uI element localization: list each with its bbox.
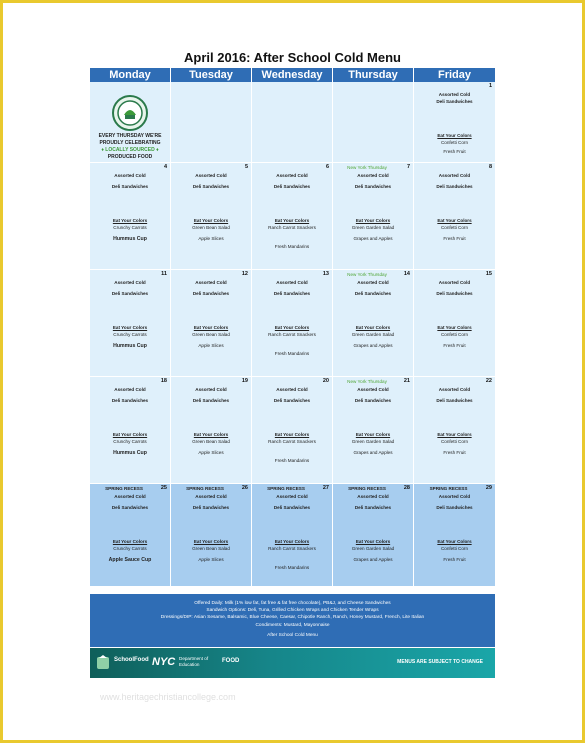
- menu-item: Assorted Cold: [276, 494, 308, 499]
- day-number: 4: [163, 164, 167, 170]
- menu-item: Assorted Cold: [276, 387, 308, 392]
- day-number: 21: [403, 378, 410, 384]
- day-number: 14: [403, 271, 410, 277]
- day-cell: [333, 484, 414, 587]
- menu-item: Confetti Corn: [440, 140, 469, 145]
- menu-item: Deli Sandwiches: [111, 505, 149, 510]
- menu-item: Green Garden Salad: [351, 332, 395, 337]
- spring-recess-label: SPRING RECESS: [186, 486, 224, 491]
- day-cell: [414, 377, 495, 484]
- new-york-thursday-label: New York Thursday: [347, 165, 387, 170]
- menu-item: Deli Sandwiches: [192, 398, 230, 403]
- schoolfood-logo: [96, 654, 110, 675]
- nyc-thursdays-logo: [112, 95, 148, 131]
- header-wednesday: Wednesday: [252, 68, 333, 82]
- menu-item: Deli Sandwiches: [111, 398, 149, 403]
- menu-item: Assorted Cold: [114, 280, 146, 285]
- menu-item: Apple Slices: [198, 557, 224, 562]
- doe-line1: Department of: [179, 656, 209, 661]
- menu-item: Eat Your Colors: [274, 325, 310, 330]
- menu-item: Crunchy Carrots: [113, 225, 147, 230]
- menu-item: Deli Sandwiches: [436, 505, 473, 510]
- day-cell: [171, 484, 252, 587]
- day-cell: [252, 270, 333, 377]
- day-cell: [171, 270, 252, 377]
- day-number: 20: [322, 378, 329, 384]
- menu-item: Assorted Cold: [195, 494, 227, 499]
- menu-item: Deli Sandwiches: [192, 184, 230, 189]
- day-cell: [90, 484, 171, 587]
- menu-item: Assorted Cold: [276, 280, 308, 285]
- menu-item: Assorted Cold: [438, 92, 471, 97]
- header-tuesday: Tuesday: [171, 68, 252, 82]
- weeks-container: [90, 163, 495, 587]
- day-number: 18: [160, 378, 167, 384]
- menu-item: Green Garden Salad: [351, 225, 395, 230]
- menu-item: Eat Your Colors: [112, 325, 148, 330]
- footer-line: After School Cold Menu: [267, 632, 318, 638]
- menu-item: Eat Your Colors: [437, 325, 472, 330]
- day-number: 25: [160, 485, 167, 491]
- menu-item: Deli Sandwiches: [111, 184, 149, 189]
- menu-item: Assorted Cold: [195, 173, 227, 178]
- day-cell: [414, 270, 495, 377]
- day-cell: [333, 377, 414, 484]
- day-number: 15: [485, 271, 492, 277]
- week-row: [90, 163, 495, 270]
- promo-text: EVERY THURSDAY WE'RE PROUDLY CELEBRATING ♦ LOCALLY SOURCED ♦ PRODUCED FOOD: [98, 133, 162, 160]
- menu-item: Ranch Carrot Snackers: [268, 439, 316, 444]
- day-cell: [90, 163, 171, 270]
- menu-item: Assorted Cold: [195, 280, 227, 285]
- menu-item: Deli Sandwiches: [354, 505, 392, 510]
- menu-item: Fresh Mandarins: [274, 351, 310, 356]
- day-cell: [414, 484, 495, 587]
- sponsor-banner: [90, 648, 495, 678]
- day-number: 27: [322, 485, 329, 491]
- menu-item: Green Bean Salad: [192, 546, 230, 551]
- day-number: 1: [488, 83, 492, 89]
- week-row: [90, 377, 495, 484]
- menu-item: Deli Sandwiches: [436, 99, 473, 104]
- day-cell: [90, 270, 171, 377]
- menu-item: Fresh Mandarins: [274, 244, 310, 249]
- menu-item: Green Garden Salad: [351, 439, 395, 444]
- menu-item: Eat Your Colors: [193, 218, 229, 223]
- menu-item: Fresh Mandarins: [274, 458, 310, 463]
- new-york-thursday-label: New York Thursday: [347, 272, 387, 277]
- day-cell: [414, 163, 495, 270]
- menu-item: Confetti Corn: [440, 225, 469, 230]
- day-number: 13: [322, 271, 329, 277]
- day-cell: [333, 163, 414, 270]
- menu-item: Deli Sandwiches: [436, 184, 473, 189]
- menu-item: Assorted Cold: [276, 173, 308, 178]
- spring-recess-label: SPRING RECESS: [429, 486, 468, 491]
- menu-item: Crunchy Carrots: [113, 332, 147, 337]
- menu-item: Eat Your Colors: [437, 539, 472, 544]
- empty-day-cell: [333, 82, 414, 163]
- menu-item: Assorted Cold: [438, 387, 471, 392]
- menus-subject-to-change: MENUS ARE SUBJECT TO CHANGE: [397, 659, 483, 665]
- day-number: 22: [485, 378, 492, 384]
- menu-item: Eat Your Colors: [274, 432, 310, 437]
- day-cell: [252, 484, 333, 587]
- menu-item: Hummus Cup: [113, 450, 147, 456]
- week-row: [90, 484, 495, 587]
- menu-item: Fresh Fruit: [443, 149, 466, 154]
- menu-item: Deli Sandwiches: [111, 291, 149, 296]
- menu-item: Deli Sandwiches: [273, 398, 311, 403]
- menu-item: Apple Sauce Cup: [108, 557, 152, 563]
- day-cell: [171, 163, 252, 270]
- menu-item: Eat Your Colors: [193, 539, 229, 544]
- menu-item: Grapes and Apples: [353, 450, 393, 455]
- menu-item: Apple Slices: [198, 236, 224, 241]
- watermark-text: www.heritagechristiancollege.com: [100, 692, 236, 702]
- menu-item: Crunchy Carrots: [113, 439, 147, 444]
- day-cell: [414, 82, 495, 163]
- menu-item: Deli Sandwiches: [192, 291, 230, 296]
- menu-item: Fresh Fruit: [443, 236, 466, 241]
- menu-item: Assorted Cold: [114, 387, 146, 392]
- nyc-logo: NYC: [152, 656, 176, 668]
- weekday-header: [90, 68, 495, 82]
- schoolfood-label: SchoolFood: [114, 657, 149, 663]
- day-number: 8: [488, 164, 492, 170]
- menu-item: Ranch Carrot Snackers: [268, 332, 316, 337]
- menu-item: Eat Your Colors: [437, 218, 472, 223]
- menu-item: Eat Your Colors: [437, 133, 472, 138]
- menu-item: Confetti Corn: [440, 332, 469, 337]
- menu-item: Deli Sandwiches: [436, 398, 473, 403]
- menu-item: Eat Your Colors: [274, 539, 310, 544]
- menu-item: Assorted Cold: [114, 494, 146, 499]
- menu-item: Green Bean Salad: [192, 225, 230, 230]
- menu-item: Apple Slices: [198, 450, 224, 455]
- menu-item: Assorted Cold: [438, 280, 471, 285]
- menu-item: Assorted Cold: [357, 173, 389, 178]
- day-cell: [90, 377, 171, 484]
- menu-item: Eat Your Colors: [437, 432, 472, 437]
- menu-item: Fresh Fruit: [443, 343, 466, 348]
- day-number: 7: [406, 164, 410, 170]
- menu-item: Eat Your Colors: [355, 539, 391, 544]
- footer-line: Dressings/DIP: Asian Sesame, Balsamic, Blue Cheese, Caesar, Chipotle Ranch, Ranch, Honey Mustard, French, Lite Italian: [160, 615, 425, 621]
- menu-item: Assorted Cold: [438, 494, 471, 499]
- new-york-thursday-label: New York Thursday: [347, 379, 387, 384]
- week-row: [90, 82, 495, 163]
- menu-item: Eat Your Colors: [355, 218, 391, 223]
- menu-item: Ranch Carrot Snackers: [268, 546, 316, 551]
- footer-line: Sandwich Options: Deli, Tuna, Grilled Chicken Wraps and Chicken Tender Wraps: [206, 608, 379, 614]
- promo-cell: [90, 82, 171, 163]
- day-cell: [333, 270, 414, 377]
- menu-item: Assorted Cold: [114, 173, 146, 178]
- menu-calendar: [90, 68, 495, 587]
- menu-item: Hummus Cup: [113, 236, 147, 242]
- menu-item: Deli Sandwiches: [273, 291, 311, 296]
- menu-footer: [90, 594, 495, 647]
- empty-day-cell: [171, 82, 252, 163]
- header-friday: Friday: [437, 69, 471, 81]
- menu-item: Hummus Cup: [113, 343, 147, 349]
- menu-item: Fresh Fruit: [443, 450, 466, 455]
- day-number: 5: [244, 164, 248, 170]
- menu-item: Deli Sandwiches: [273, 184, 311, 189]
- menu-item: Assorted Cold: [438, 173, 471, 178]
- menu-item: Deli Sandwiches: [354, 291, 392, 296]
- menu-item: Confetti Corn: [440, 439, 469, 444]
- menu-item: Assorted Cold: [357, 494, 389, 499]
- doe-line2: Education: [179, 662, 200, 667]
- menu-item: Deli Sandwiches: [436, 291, 473, 296]
- footer-line: Condiments: Mustard, Mayonnaise: [255, 622, 330, 628]
- day-number: 19: [241, 378, 248, 384]
- day-cell: [252, 163, 333, 270]
- menu-item: Deli Sandwiches: [273, 505, 311, 510]
- menu-item: Crunchy Carrots: [113, 546, 147, 551]
- menu-item: Fresh Mandarins: [274, 565, 310, 570]
- spring-recess-label: SPRING RECESS: [105, 486, 143, 491]
- menu-item: Grapes and Apples: [353, 557, 393, 562]
- header-monday: Monday: [90, 68, 171, 82]
- menu-item: Eat Your Colors: [355, 325, 391, 330]
- menu-item: Green Bean Salad: [192, 332, 230, 337]
- day-number: 12: [241, 271, 248, 277]
- menu-item: Confetti Corn: [440, 546, 469, 551]
- menu-item: Grapes and Apples: [353, 236, 393, 241]
- menu-item: Fresh Fruit: [443, 557, 466, 562]
- spring-recess-label: SPRING RECESS: [267, 486, 305, 491]
- day-cell: [171, 377, 252, 484]
- footer-line: Offered Daily: Milk (1% low fat, fat free & fat free chocolate), PB&J, and Cheese Sandwiches: [194, 601, 391, 606]
- menu-item: Green Garden Salad: [351, 546, 395, 551]
- menu-item: Assorted Cold: [357, 280, 389, 285]
- menu-item: Deli Sandwiches: [354, 184, 392, 189]
- day-number: 11: [161, 271, 167, 277]
- menu-item: Apple Slices: [198, 343, 224, 348]
- menu-item: Eat Your Colors: [355, 432, 391, 437]
- menu-item: Deli Sandwiches: [192, 505, 230, 510]
- week-row: [90, 270, 495, 377]
- header-thursday: Thursday: [333, 68, 414, 82]
- office-food-logo: FOOD: [222, 658, 240, 664]
- menu-item: Eat Your Colors: [112, 218, 148, 223]
- menu-item: Ranch Carrot Snackers: [268, 225, 316, 230]
- day-cell: [252, 377, 333, 484]
- menu-item: Green Bean Salad: [192, 439, 230, 444]
- menu-title: April 2016: After School Cold Menu: [184, 50, 401, 65]
- menu-item: Eat Your Colors: [112, 432, 148, 437]
- spring-recess-label: SPRING RECESS: [348, 486, 386, 491]
- empty-day-cell: [252, 82, 333, 163]
- menu-item: Eat Your Colors: [193, 325, 229, 330]
- day-number: 6: [325, 164, 329, 170]
- day-number: 26: [241, 485, 248, 491]
- menu-item: Eat Your Colors: [193, 432, 229, 437]
- menu-item: Assorted Cold: [357, 387, 389, 392]
- day-number: 28: [403, 485, 410, 491]
- menu-item: Grapes and Apples: [353, 343, 393, 348]
- menu-item: Assorted Cold: [195, 387, 227, 392]
- menu-item: Eat Your Colors: [274, 218, 310, 223]
- day-number: 29: [485, 485, 492, 491]
- menu-item: Eat Your Colors: [112, 539, 148, 544]
- menu-item: Deli Sandwiches: [354, 398, 392, 403]
